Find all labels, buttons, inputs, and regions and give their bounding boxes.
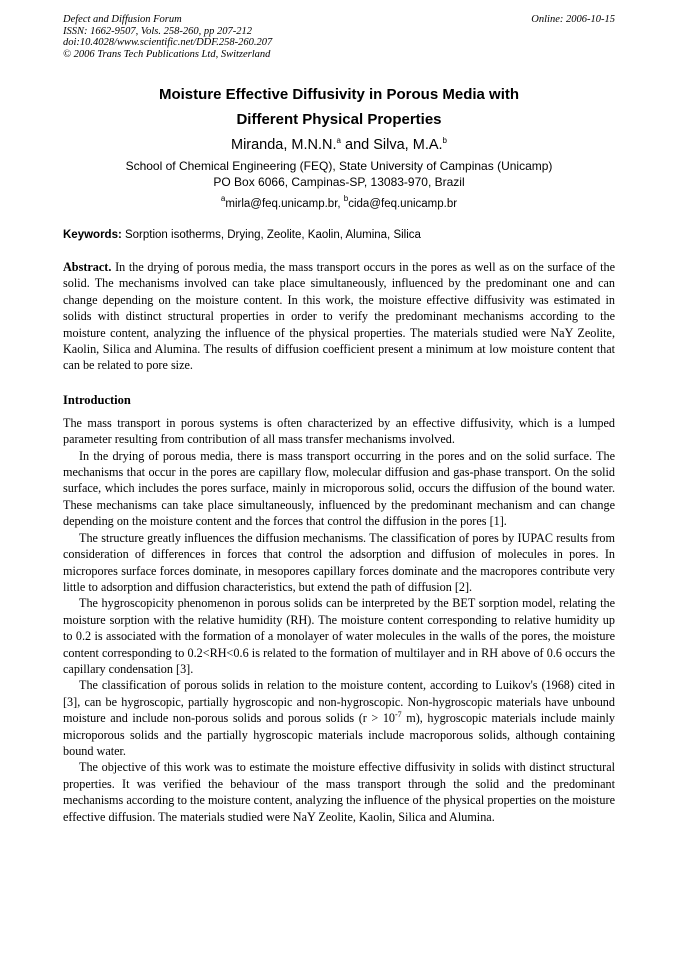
journal-header bbox=[63, 14, 615, 60]
author-emails bbox=[63, 194, 615, 211]
intro-paragraph-5-part-b: m), hygroscopic materials include mainly microporous solids and the partially hygroscopic materials include macroporous solids, although containing bound water. bbox=[63, 711, 615, 758]
author-1-mark: a bbox=[336, 136, 341, 145]
intro-paragraph-5-part-a: The classification of porous solids in relation to the moisture content, according to Luikov's (1968) cited in [3], can be hygroscopic, partially hygroscopic and non-hygroscopic. Non-hygroscopic materials have unbound moisture and include non-porous solids and porous solids (r > 10 bbox=[63, 678, 615, 726]
copyright-line: © 2006 Trans Tech Publications Ltd, Switzerland bbox=[63, 48, 271, 60]
introduction-heading: Introduction bbox=[63, 392, 131, 407]
issn-line: ISSN: 1662-9507, Vols. 258-260, pp 207-212 bbox=[63, 25, 252, 37]
keywords-label: Keywords: bbox=[63, 229, 122, 241]
intro-paragraph-6: The objective of this work was to estimate the moisture effective diffusivity in solids with distinct structural properties. It was verified the behaviour of the mass transport through the solid and the predominant mechanisms according to the moisture content, analyzing the influence of the physical properties on the moisture effective diffusion. The materials studied were NaY Zeolite, Kaolin, Silica and Alumina. bbox=[63, 760, 615, 824]
author-2: Silva, M.A. bbox=[373, 137, 443, 153]
affiliation-line-1: School of Chemical Engineering (FEQ), State University of Campinas (Unicamp) bbox=[125, 159, 553, 173]
intro-paragraph-2: In the drying of porous media, there is mass transport occurring in the pores and on the solid surface. The mechanisms that occur in the pores are capillary flow, molecular diffusion and gas-phase transport. On the solid surface, which includes the pores surface, mainly in microporous solid, occurs the diffusion of the bound water. These mechanisms can take place simultaneously, influenced by the predominant mechanism and can change depending on the moisture content and the forces that control the diffusion in the pores [1]. bbox=[63, 448, 615, 529]
author-connector: and bbox=[341, 137, 374, 153]
abstract-label: Abstract. bbox=[63, 260, 112, 274]
email-a-mark: a bbox=[220, 194, 226, 203]
paper-title bbox=[63, 82, 615, 132]
email-b: cida@feq.unicamp.br bbox=[348, 198, 458, 210]
title-line-1: Moisture Effective Diffusivity in Porous Media with bbox=[158, 86, 520, 103]
abstract-text: In the drying of porous media, the mass transport occurs in the pores as well as on the surface of the solid. The mechanisms involved can take place simultaneously, influenced by the predominant one and can change depending on the moisture content. In this work, the moisture effective diffusivity was estimated in solids with distinct structural properties in order to verify the predominant mechanisms according to the moisture content, analyzing the influence of the physical properties. The materials studied were NaY Zeolite, Kaolin, Silica and Alumina. The results of diffusion coefficient present a minimum at low moisture content that can be related to pore size. bbox=[63, 260, 615, 373]
intro-paragraph-4: The hygroscopicity phenomenon in porous solids can be interpreted by the BET sorption model, relating the moisture sorption with the relative humidity (RH). The moisture content corresponding to relative humidity up to 0.2 is associated with the formation of a monolayer of water molecules in the walls of the pores, the moisture content corresponding to 0.2<RH<0.6 is related to the formation of multilayer and in RH above of 0.6 occurs the capillary condensation [3]. bbox=[63, 596, 615, 676]
intro-paragraph-5-exponent: -7 bbox=[395, 710, 402, 720]
abstract bbox=[63, 259, 615, 374]
email-a: mirla@feq.unicamp.br, bbox=[225, 198, 344, 210]
intro-paragraph-1: The mass transport in porous systems is often characterized by an effective diffusivity, which is a lumped parameter resulting from contribution of all mass transfer mechanisms involved. bbox=[63, 415, 615, 447]
affiliation-line-2: PO Box 6066, Campinas-SP, 13083-970, Brazil bbox=[213, 174, 465, 189]
affiliation bbox=[63, 159, 615, 190]
keywords-text: Sorption isotherms, Drying, Zeolite, Kaolin, Alumina, Silica bbox=[121, 229, 421, 241]
author-list bbox=[63, 136, 615, 154]
keywords bbox=[63, 228, 615, 242]
doi-line: doi:10.4028/www.scientific.net/DDF.258-260.207 bbox=[63, 37, 273, 48]
online-date: Online: 2006-10-15 bbox=[531, 14, 615, 25]
author-2-mark: b bbox=[442, 136, 447, 145]
email-b-mark: b bbox=[343, 194, 349, 203]
intro-paragraph-3: The structure greatly influences the diffusion mechanisms. The classification of pores by IUPAC results from consideration of differences in forces that control the adsorption and diffusion of molecules in pores. In micropores surface forces dominate, in mesopores capillary forces dominate and the macropores contribute very little to adsorption and diffusion characteristics, but extend the path of diffusion [2]. bbox=[63, 530, 615, 594]
intro-paragraph-5 bbox=[63, 677, 615, 759]
title-line-2: Different Physical Properties bbox=[236, 111, 442, 128]
author-1: Miranda, M.N.N. bbox=[230, 137, 337, 153]
journal-name: Defect and Diffusion Forum bbox=[63, 14, 182, 25]
